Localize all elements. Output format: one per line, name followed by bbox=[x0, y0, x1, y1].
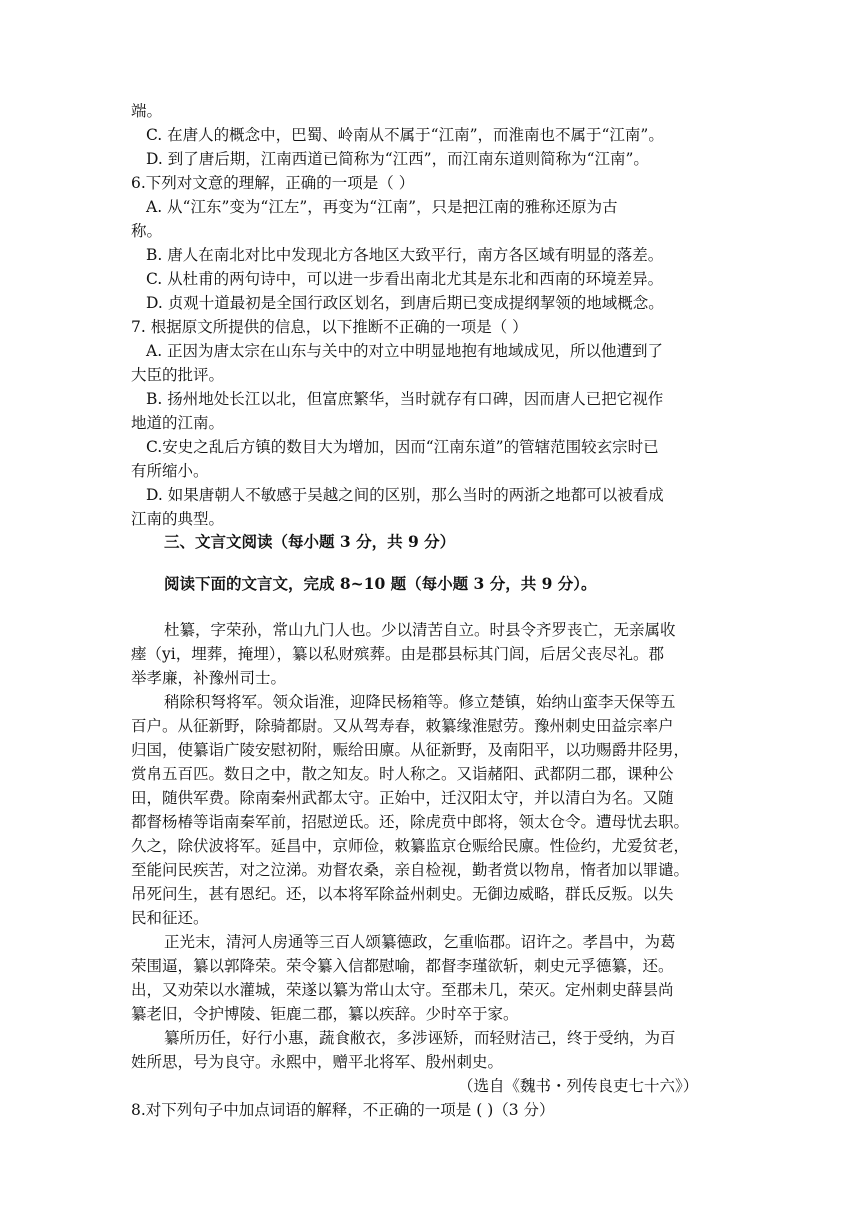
passage-source: （选自《魏书・列传良吏七十六》） bbox=[458, 1077, 699, 1095]
passage-line: 民和征还。 bbox=[131, 909, 209, 927]
passage-line: 出，又劝荣以水灌城，荣遂以纂为常山太守。至郡未几，荣灭。定州刺史薛昙尚 bbox=[131, 981, 674, 999]
passage-line: 纂老旧，令护博陵、钜鹿二郡，纂以疾辞。少时卒于家。 bbox=[131, 1005, 519, 1023]
q7-option-d: D. 如果唐朝人不敏感于吴越之间的区别，那么当时的两浙之地都可以被看成 bbox=[146, 486, 664, 504]
q6-option-c: C. 从杜甫的两句诗中，可以进一步看出南北尤其是东北和西南的环境差异。 bbox=[146, 270, 664, 288]
q6-option-a-cont: 称。 bbox=[131, 222, 163, 240]
passage-line: 百户。从征新野，除骑都尉。又从驾寿春，敕纂缘淮慰劳。豫州刺史田益宗率户 bbox=[131, 717, 674, 735]
question-7-stem: 7. 根据原文所提供的信息，以下推断不正确的一项是（ ） bbox=[131, 318, 528, 336]
q6-option-d: D. 贞观十道最初是全国行政区划名，到唐后期已变成提纲挈领的地域概念。 bbox=[146, 294, 664, 312]
section-instruction: 阅读下面的文言文，完成 8~10 题（每小题 3 分，共 9 分）。 bbox=[164, 574, 597, 593]
q7-option-a: A. 正因为唐太宗在山东与关中的对立中明显地抱有地域成见，所以他遭到了 bbox=[146, 342, 664, 360]
passage-line: 正光末，清河人房通等三百人颂纂德政，乞重临郡。诏许之。孝昌中，为葛 bbox=[164, 933, 676, 951]
q6-option-b: B. 唐人在南北对比中发现北方各地区大致平行，南方各区域有明显的落差。 bbox=[146, 246, 664, 264]
q7-option-c: C.安史之乱后方镇的数目大为增加，因而“江南东道”的管辖范围较玄宗时已 bbox=[146, 438, 659, 456]
passage-line: 荣围逼，纂以郭降荣。荣令纂入信都慰喻，都督李瑾欲斩，刺史元孚德纂，还。 bbox=[131, 957, 674, 975]
q6-option-a: A. 从“江东”变为“江左”，再变为“江南”，只是把江南的雅称还原为古 bbox=[146, 198, 618, 216]
prev-option-d: D. 到了唐后期，江南西道已简称为“江西”，而江南东道则简称为“江南”。 bbox=[146, 150, 649, 168]
passage-line: 杜纂，字荣孙，常山九门人也。少以清苦自立。时县令齐罗丧亡，无亲属收 bbox=[164, 621, 676, 639]
q7-option-d-cont: 江南的典型。 bbox=[131, 510, 225, 528]
passage-line: 举孝廉，补豫州司士。 bbox=[131, 669, 287, 687]
passage-line: 赏帛五百匹。数日之中，散之知友。时人称之。又诣赭阳、武都阴二郡，课种公 bbox=[131, 765, 674, 783]
passage-line: 纂所历任，好行小惠，蔬食敝衣，多涉诬矫，而轻财洁己，终于受纳，为百 bbox=[164, 1029, 676, 1047]
q7-option-c-cont: 有所缩小。 bbox=[131, 462, 209, 480]
q7-option-a-cont: 大臣的批评。 bbox=[131, 366, 225, 384]
question-6-stem: 6.下列对文意的理解，正确的一项是（ ） bbox=[131, 174, 415, 192]
passage-line: 都督杨椿等诣南秦军前，招慰逆氐。还，除虎贲中郎将，领太仓令。遭母忧去职。 bbox=[131, 813, 690, 831]
passage-line: 久之，除伏波将军。延昌中，京师俭，敕纂监京仓赈给民廪。性俭约，尤爱贫老， bbox=[131, 837, 690, 855]
passage-line: 姓所思，号为良守。永熙中，赠平北将军、殷州刺史。 bbox=[131, 1053, 504, 1071]
q7-option-b: B. 扬州地处长江以北，但富庶繁华，当时就存有口碑，因而唐人已把它视作 bbox=[146, 390, 664, 408]
passage-line: 田，随供军费。除南秦州武都太守。正始中，迁汉阳太守，并以清白为名。又随 bbox=[131, 789, 674, 807]
passage-line: 瘗（yi，埋葬，掩埋），纂以私财殡葬。由是郡县标其门闾，后居父丧尽礼。郡 bbox=[131, 645, 664, 663]
passage-line: 吊死问生，甚有恩纪。还，以本将军除益州刺史。无御边威略，群氐反叛。以失 bbox=[131, 885, 674, 903]
passage-line: 归国，使纂诣广陵安慰初附，赈给田廪。从征新野，及南阳平，以功赐爵井陉男， bbox=[131, 741, 690, 759]
section-heading: 三、文言文阅读（每小题 3 分，共 9 分） bbox=[164, 532, 456, 551]
q7-option-b-cont: 地道的江南。 bbox=[131, 414, 225, 432]
passage-line: 稍除积弩将军。领众诣淮，迎降民杨箱等。修立楚镇，始纳山蛮李天保等五 bbox=[164, 693, 676, 711]
prev-option-c: C. 在唐人的概念中，巴蜀、岭南从不属于“江南”，而淮南也不属于“江南”。 bbox=[146, 126, 664, 144]
question-8-stem: 8.对下列句子中加点词语的解释，不正确的一项是 ( )（3 分） bbox=[131, 1101, 555, 1119]
prev-question-tail: 端。 bbox=[131, 102, 163, 120]
passage-line: 至能问民疾苦，对之泣涕。劝督农桑，亲自检视，勤者赏以物帛，惰者加以罪谴。 bbox=[131, 861, 690, 879]
